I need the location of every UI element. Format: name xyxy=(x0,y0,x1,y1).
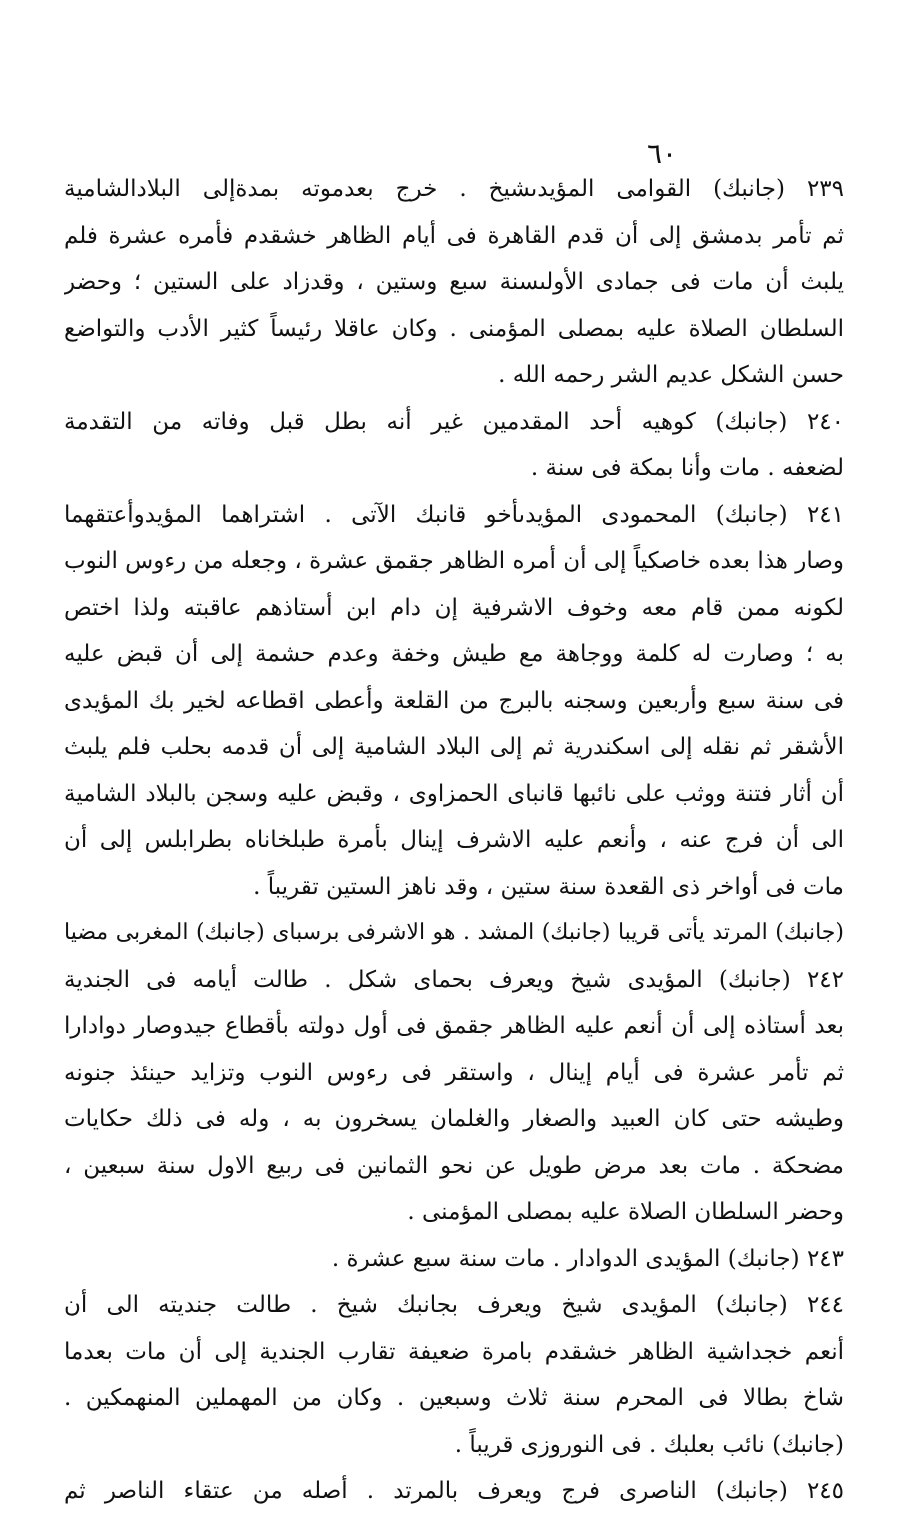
body-text xyxy=(64,166,844,1515)
page-number: ٦٠ xyxy=(646,137,678,170)
text-line: لضعفه . مات وأنا بمكة فى سنة . xyxy=(530,455,844,481)
text-line: ثم تأمر بدمشق إلى أن قدم القاهرة فى أيام الظاهر خشقدم فأمره عشرة فلم xyxy=(64,222,844,249)
text-line: ٢٤٠ (جانبك) كوهيه أحد المقدمين غير أنه بطل قبل وفاته من التقدمة xyxy=(64,408,844,435)
text-line: أن أثار فتنة ووثب على نائبها قانباى الحمزاوى ، وقبض عليه وسجن بالبلاد الشامية xyxy=(64,780,844,807)
text-line: ٢٤١ (جانبك) المحمودى المؤيدىأخو قانبك الآتى . اشتراهما المؤيدوأعتقهما xyxy=(64,501,844,528)
text-line: مات فى أواخر ذى القعدة سنة ستين ، وقد ناهز الستين تقريباً . xyxy=(253,873,844,900)
text-line: السلطان الصلاة عليه بمصلى المؤمنى . وكان عاقلا رئيساً كثير الأدب والتواضع xyxy=(64,315,844,342)
text-line: بعد أستاذه إلى أن أنعم عليه الظاهر جقمق فى أول دولته بأقطاع جيدوصار دوادارا xyxy=(64,1013,844,1039)
text-line: وحضر السلطان الصلاة عليه بمصلى المؤمنى . xyxy=(407,1199,844,1225)
text-line: شاخ بطالا فى المحرم سنة ثلاث وسبعين . وكان من المهملين المنهمكين . xyxy=(64,1385,844,1411)
text-line: الأشقر ثم نقله إلى اسكندرية ثم إلى البلاد الشامية إلى أن قدمه بحلب فلم يلبث xyxy=(64,734,844,760)
text-line: ثم تأمر عشرة فى أيام إينال ، واستقر فى رءوس النوب وتزايد حينئذ جنونه xyxy=(64,1059,844,1086)
text-line: ٢٤٥ (جانبك) الناصرى فرج ويعرف بالمرتد . أصله من عتقاء الناصر ثم xyxy=(64,1478,844,1504)
text-line: به ؛ وصارت له كلمة ووجاهة مع طيش وخفة وعدم حشمة إلى أن قبض عليه xyxy=(64,641,844,667)
text-line: فى سنة سبع وأربعين وسجنه بالبرج من القلعة وأعطى اقطاعه لخير بك المؤيدى xyxy=(64,687,844,714)
text-line: يلبث أن مات فى جمادى الأولىسنة سبع وستين ، وقدزاد على الستين ؛ وحضر xyxy=(64,269,844,295)
text-line: لكونه ممن قام معه وخوف الاشرفية إن دام ابن أستاذهم عاقبته ولذا اختص xyxy=(64,594,844,621)
text-line: حسن الشكل عديم الشر رحمه الله . xyxy=(498,362,844,388)
text-line: ٢٤٤ (جانبك) المؤيدى شيخ ويعرف بجانبك شيخ . طالت جنديته الى أن xyxy=(64,1292,844,1318)
text-line: مضحكة . مات بعد مرض طويل عن نحو الثمانين فى ربيع الاول سنة سبعين ، xyxy=(64,1152,844,1179)
text-line: ٢٣٩ (جانبك) القوامى المؤيدىشيخ . خرج بعدموته بمدةإلى البلادالشامية xyxy=(64,176,844,202)
text-line: الى أن فرج عنه ، وأنعم عليه الاشرف إينال بأمرة طبلخاناه بطرابلس إلى أن xyxy=(64,827,844,853)
text-line: أنعم خجداشية الظاهر خشقدم بامرة ضعيفة تقارب الجندية إلى أن مات بعدما xyxy=(64,1338,844,1365)
text-line: ٢٤٣ (جانبك) المؤيدى الدوادار . مات سنة سبع عشرة . xyxy=(331,1245,844,1272)
text-line: وطيشه حتى كان العبيد والصغار والغلمان يسخرون به ، وله فى ذلك حكايات xyxy=(64,1106,844,1132)
text-line: (جانبك) نائب بعلبك . فى النوروزى قريباً . xyxy=(454,1431,844,1458)
text-line: (جانبك) المرتد يأتى قريبا (جانبك) المشد . هو الاشرفى برسباى (جانبك) المغربى مضيا xyxy=(64,920,844,945)
text-line: ٢٤٢ (جانبك) المؤيدى شيخ ويعرف بحماى شكل . طالت أيامه فى الجندية xyxy=(64,966,844,993)
text-line: وصار هذا بعده خاصكياً إلى أن أمره الظاهر جقمق عشرة ، وجعله من رءوس النوب xyxy=(64,548,844,574)
